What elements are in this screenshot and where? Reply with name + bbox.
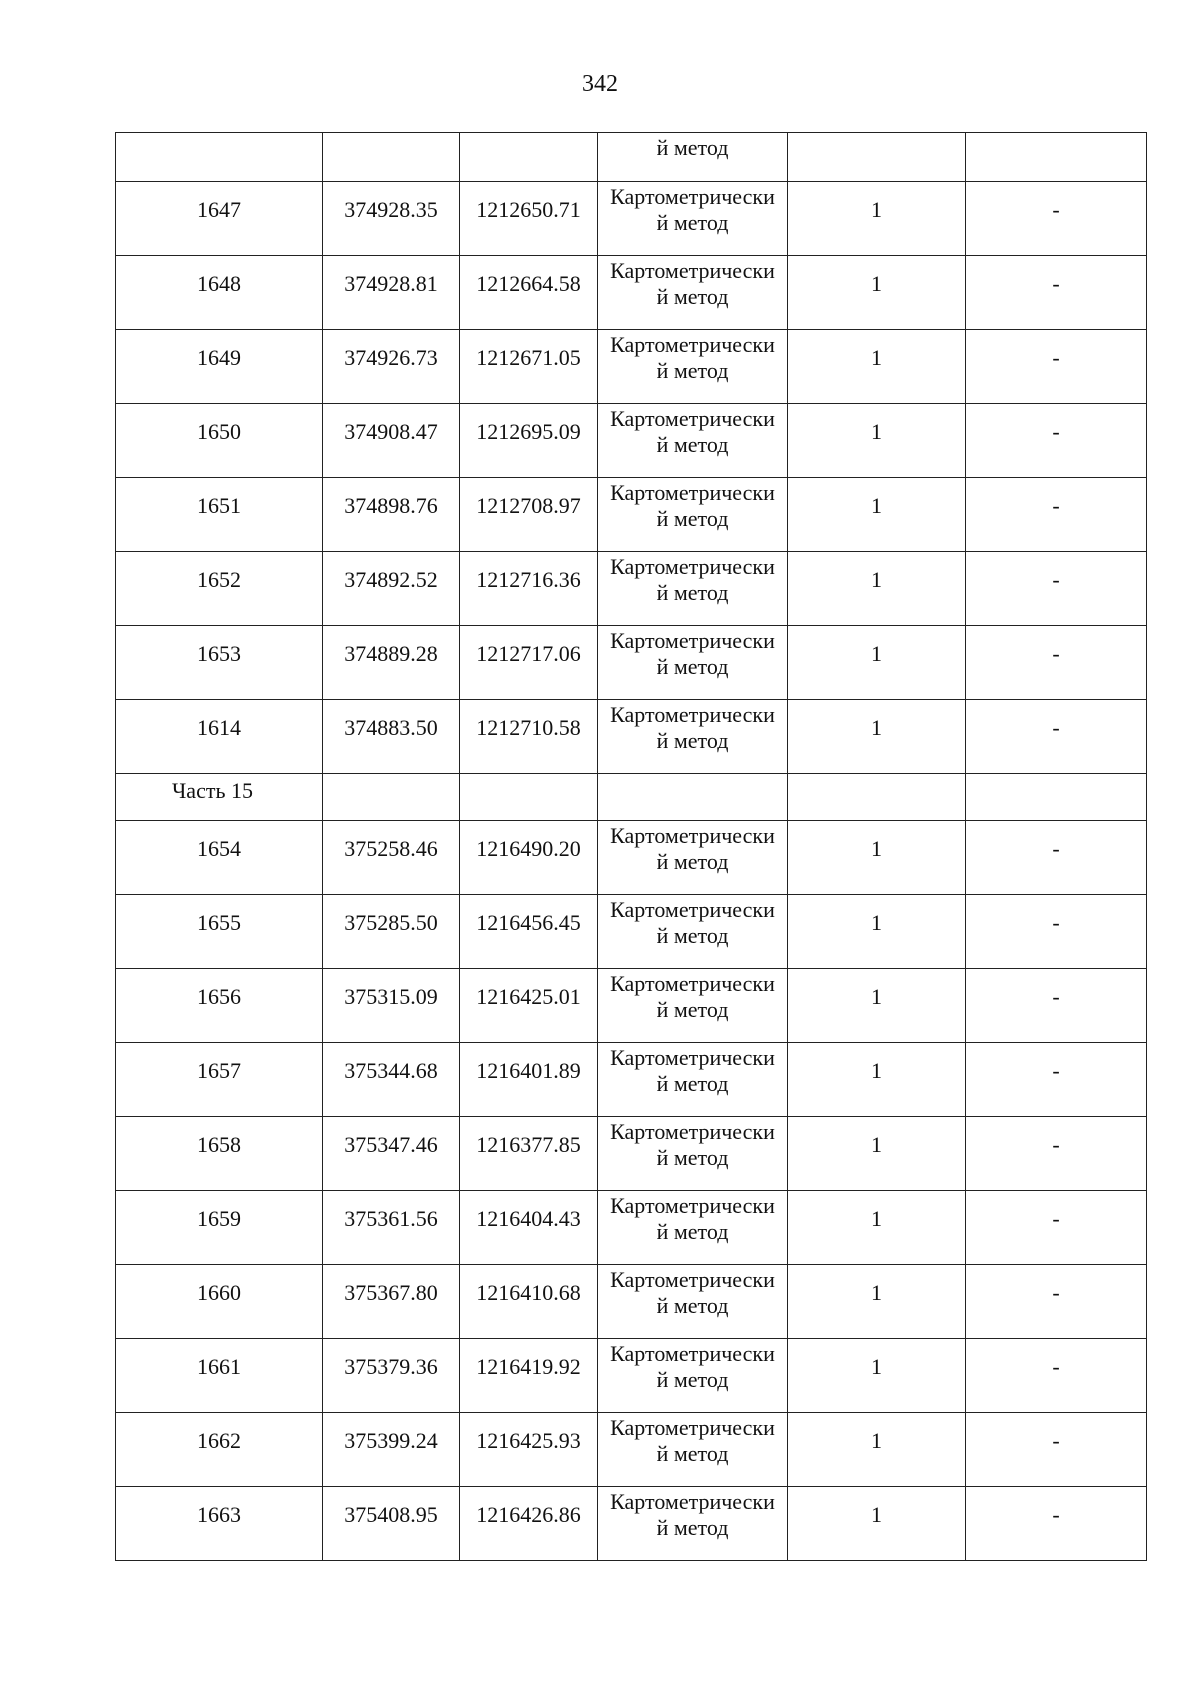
cell-note: -	[966, 1117, 1147, 1191]
method-text	[602, 404, 783, 458]
cell-method	[598, 1413, 788, 1487]
coordinates-table-body	[116, 133, 1147, 1561]
cell-note: -	[966, 626, 1147, 700]
cell-error	[788, 774, 966, 821]
cell-error: 1	[788, 895, 966, 969]
cell-y	[460, 133, 598, 182]
cell-y: 1216490.20	[460, 821, 598, 895]
method-line: Картометрически	[610, 1267, 775, 1292]
cell-error: 1	[788, 1339, 966, 1413]
cell-point: 1663	[116, 1487, 323, 1561]
cell-y: 1212650.71	[460, 182, 598, 256]
cell-x: 375367.80	[323, 1265, 460, 1339]
cell-method	[598, 552, 788, 626]
method-line: Картометрически	[610, 1119, 775, 1144]
cell-y: 1212671.05	[460, 330, 598, 404]
method-text	[602, 821, 783, 875]
cell-note: -	[966, 1487, 1147, 1561]
table-row	[116, 1339, 1147, 1413]
cell-note: -	[966, 182, 1147, 256]
method-line: й метод	[656, 580, 729, 605]
method-line: й метод	[656, 210, 729, 235]
cell-note: -	[966, 1265, 1147, 1339]
cell-x: 375347.46	[323, 1117, 460, 1191]
method-line: й метод	[656, 284, 729, 309]
cell-point: 1649	[116, 330, 323, 404]
table-row	[116, 1043, 1147, 1117]
cell-y: 1216404.43	[460, 1191, 598, 1265]
table-row	[116, 1413, 1147, 1487]
table-row	[116, 895, 1147, 969]
cell-error: 1	[788, 700, 966, 774]
cell-y: 1216456.45	[460, 895, 598, 969]
cell-note: -	[966, 256, 1147, 330]
cell-point: 1657	[116, 1043, 323, 1117]
cell-y: 1216377.85	[460, 1117, 598, 1191]
cell-method	[598, 256, 788, 330]
method-line: й метод	[656, 1293, 729, 1318]
table-row-continued	[116, 133, 1147, 182]
cell-error: 1	[788, 626, 966, 700]
cell-error: 1	[788, 552, 966, 626]
method-line: Картометрически	[610, 554, 775, 579]
cell-point	[116, 133, 323, 182]
cell-note: -	[966, 1043, 1147, 1117]
table-row	[116, 256, 1147, 330]
method-text	[602, 700, 783, 754]
method-text	[602, 1191, 783, 1245]
cell-x: 375361.56	[323, 1191, 460, 1265]
cell-point: 1654	[116, 821, 323, 895]
cell-method	[598, 1487, 788, 1561]
cell-method: й метод	[598, 133, 788, 182]
cell-point: 1655	[116, 895, 323, 969]
cell-method	[598, 774, 788, 821]
cell-note: -	[966, 821, 1147, 895]
cell-x: 374928.35	[323, 182, 460, 256]
method-line: й метод	[656, 1071, 729, 1096]
method-text	[602, 969, 783, 1023]
cell-y: 1216410.68	[460, 1265, 598, 1339]
cell-method	[598, 182, 788, 256]
method-line: Картометрически	[610, 258, 775, 283]
cell-method	[598, 1117, 788, 1191]
method-line: й метод	[656, 1219, 729, 1244]
cell-y: 1212664.58	[460, 256, 598, 330]
cell-point: 1658	[116, 1117, 323, 1191]
cell-x: 375408.95	[323, 1487, 460, 1561]
section-label-cell	[116, 774, 323, 821]
cell-y: 1216426.86	[460, 1487, 598, 1561]
cell-point: 1656	[116, 969, 323, 1043]
cell-y: 1212716.36	[460, 552, 598, 626]
method-line: Картометрически	[610, 1193, 775, 1218]
cell-method	[598, 478, 788, 552]
cell-x: 374926.73	[323, 330, 460, 404]
cell-y: 1212710.58	[460, 700, 598, 774]
cell-method	[598, 1043, 788, 1117]
cell-method	[598, 969, 788, 1043]
method-text	[602, 330, 783, 384]
method-line: й метод	[656, 1367, 729, 1392]
method-text	[602, 1043, 783, 1097]
cell-y: 1216419.92	[460, 1339, 598, 1413]
cell-method	[598, 700, 788, 774]
cell-x: 374889.28	[323, 626, 460, 700]
method-line: й метод	[656, 997, 729, 1022]
method-text	[602, 1117, 783, 1171]
table-row	[116, 404, 1147, 478]
method-text	[602, 552, 783, 606]
method-line: й метод	[656, 849, 729, 874]
cell-y: 1216425.93	[460, 1413, 598, 1487]
cell-note	[966, 774, 1147, 821]
cell-error: 1	[788, 256, 966, 330]
cell-y: 1216425.01	[460, 969, 598, 1043]
cell-point: 1660	[116, 1265, 323, 1339]
cell-method	[598, 1265, 788, 1339]
method-line: Картометрически	[610, 897, 775, 922]
table-row	[116, 700, 1147, 774]
table-row	[116, 330, 1147, 404]
page-number: 342	[582, 71, 618, 97]
method-line: й метод	[656, 506, 729, 531]
cell-error: 1	[788, 969, 966, 1043]
cell-point: 1659	[116, 1191, 323, 1265]
table-row	[116, 821, 1147, 895]
cell-note: -	[966, 330, 1147, 404]
table-row	[116, 1265, 1147, 1339]
cell-note: -	[966, 478, 1147, 552]
method-line: Картометрически	[610, 628, 775, 653]
cell-method	[598, 330, 788, 404]
cell-error: 1	[788, 478, 966, 552]
cell-y: 1216401.89	[460, 1043, 598, 1117]
method-line: й метод	[656, 1515, 729, 1540]
cell-error: 1	[788, 821, 966, 895]
cell-x: 375285.50	[323, 895, 460, 969]
method-line: Картометрически	[610, 1489, 775, 1514]
section-row	[116, 774, 1147, 821]
cell-note: -	[966, 969, 1147, 1043]
method-line: й метод	[656, 728, 729, 753]
cell-error: 1	[788, 1265, 966, 1339]
cell-point: 1653	[116, 626, 323, 700]
cell-x: 375258.46	[323, 821, 460, 895]
cell-x: 375344.68	[323, 1043, 460, 1117]
method-text	[602, 256, 783, 310]
cell-method	[598, 895, 788, 969]
method-line: й метод	[656, 654, 729, 679]
cell-x: 375379.36	[323, 1339, 460, 1413]
table-row	[116, 182, 1147, 256]
cell-note: -	[966, 552, 1147, 626]
section-label: Часть 15	[172, 778, 253, 803]
cell-error: 1	[788, 1413, 966, 1487]
table-row	[116, 1191, 1147, 1265]
cell-y: 1212717.06	[460, 626, 598, 700]
table-row	[116, 969, 1147, 1043]
cell-error: 1	[788, 1043, 966, 1117]
method-text	[602, 1339, 783, 1393]
table-row	[116, 1487, 1147, 1561]
method-line: й метод	[656, 923, 729, 948]
method-line: й метод	[656, 358, 729, 383]
cell-point: 1650	[116, 404, 323, 478]
method-line: Картометрически	[610, 823, 775, 848]
cell-note: -	[966, 404, 1147, 478]
method-text	[602, 1487, 783, 1541]
method-line: й метод	[656, 1145, 729, 1170]
cell-point: 1614	[116, 700, 323, 774]
cell-y: 1212708.97	[460, 478, 598, 552]
table-row	[116, 626, 1147, 700]
cell-method	[598, 821, 788, 895]
method-text	[602, 895, 783, 949]
cell-error: 1	[788, 330, 966, 404]
method-line: Картометрически	[610, 406, 775, 431]
cell-x: 374928.81	[323, 256, 460, 330]
cell-method	[598, 404, 788, 478]
cell-note	[966, 133, 1147, 182]
cell-point: 1651	[116, 478, 323, 552]
cell-note: -	[966, 895, 1147, 969]
cell-point: 1647	[116, 182, 323, 256]
cell-error: 1	[788, 1117, 966, 1191]
method-line: й метод	[656, 1441, 729, 1466]
cell-error: 1	[788, 1191, 966, 1265]
cell-method	[598, 626, 788, 700]
cell-y: 1212695.09	[460, 404, 598, 478]
cell-x: 374898.76	[323, 478, 460, 552]
method-line: Картометрически	[610, 971, 775, 996]
cell-error: 1	[788, 404, 966, 478]
cell-error	[788, 133, 966, 182]
method-text	[602, 626, 783, 680]
cell-error: 1	[788, 1487, 966, 1561]
method-text	[602, 478, 783, 532]
method-text	[602, 182, 783, 236]
cell-note: -	[966, 1191, 1147, 1265]
method-line: Картометрически	[610, 480, 775, 505]
cell-x: 375315.09	[323, 969, 460, 1043]
table-row	[116, 552, 1147, 626]
cell-point: 1652	[116, 552, 323, 626]
method-line: Картометрически	[610, 1045, 775, 1070]
method-text	[602, 1265, 783, 1319]
cell-x: 374892.52	[323, 552, 460, 626]
method-line: Картометрически	[610, 184, 775, 209]
table-row	[116, 1117, 1147, 1191]
method-line: Картометрически	[610, 702, 775, 727]
method-line: Картометрически	[610, 332, 775, 357]
cell-method	[598, 1191, 788, 1265]
cell-x: 374908.47	[323, 404, 460, 478]
cell-method	[598, 1339, 788, 1413]
cell-x: 374883.50	[323, 700, 460, 774]
method-line: й метод	[656, 432, 729, 457]
coordinates-table	[115, 132, 1147, 1561]
method-line: Картометрически	[610, 1341, 775, 1366]
cell-error: 1	[788, 182, 966, 256]
cell-x	[323, 133, 460, 182]
cell-point: 1648	[116, 256, 323, 330]
cell-x: 375399.24	[323, 1413, 460, 1487]
cell-point: 1662	[116, 1413, 323, 1487]
cell-point: 1661	[116, 1339, 323, 1413]
method-line: Картометрически	[610, 1415, 775, 1440]
cell-x	[323, 774, 460, 821]
table-row	[116, 478, 1147, 552]
method-text	[602, 1413, 783, 1467]
cell-note: -	[966, 1413, 1147, 1487]
cell-y	[460, 774, 598, 821]
cell-note: -	[966, 700, 1147, 774]
cell-note: -	[966, 1339, 1147, 1413]
